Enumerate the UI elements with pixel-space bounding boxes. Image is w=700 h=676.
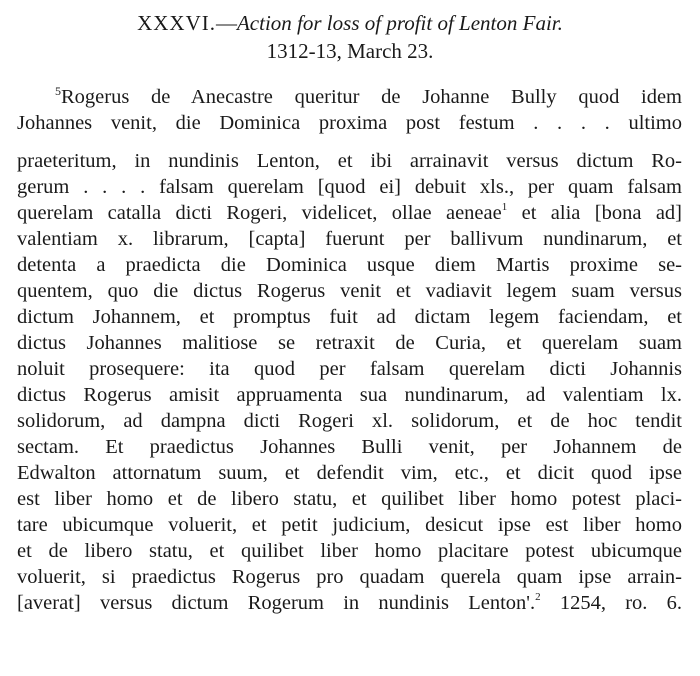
text-line: est liber homo et de libero statu, et quilibet liber homo potest placi- [17, 488, 682, 510]
text-line: Edwalton attornatum suum, et defendit vim, etc., et dicit quod ipse [17, 462, 682, 484]
text-line [55, 84, 682, 110]
section-title: Action for loss of profit of Lenton Fair. [236, 11, 563, 35]
text-line [17, 590, 682, 616]
text-line: sectam. Et praedictus Johannes Bulli venit, per Johannem de [17, 436, 682, 458]
text-line: et de libero statu, et quilibet liber homo placitare potest ubicumque [17, 540, 682, 562]
footnote-marker: 1 [501, 201, 508, 213]
text-line: Johannes venit, die Dominica proxima post festum . . . . ultimo [17, 112, 682, 134]
text-line: detenta a praedicta die Dominica usque diem Martis proxime se- [17, 254, 682, 276]
source-reference: 1254, ro. 6. [559, 592, 683, 614]
text-line: noluit prosequere: ita quod per falsam querelam dicti Johannis [17, 358, 682, 380]
text-line-content: querelam catalla dicti Rogeri, videlicet, ollae aeneae [17, 202, 502, 224]
text-line-content: Rogerus de Anecastre queritur de Johanne Bully quod idem [61, 86, 682, 108]
footnote-marker: 5 [55, 84, 61, 98]
text-line: quentem, quo die dictus Rogerus venit et vadiavit legem suam versus [17, 280, 682, 302]
section-number: XXXVI. [137, 11, 216, 35]
text-line: dictus Rogerus amisit appruamenta sua nundinarum, ad valentiam lx. [17, 384, 682, 406]
heading-dash: — [215, 11, 237, 35]
text-line-content: et alia [bona ad] [507, 202, 683, 224]
text-line [17, 200, 682, 226]
footnote-marker: 2 [535, 591, 541, 603]
text-line: solidorum, ad dampna dicti Rogeri xl. solidorum, et de hoc tendit [17, 410, 682, 432]
text-line: praeteritum, in nundinis Lenton, et ibi arrainavit versus dictum Ro- [17, 150, 682, 172]
text-line: dictum Johannem, et promptus fuit ad dictam legem faciendam, et [17, 306, 682, 328]
text-line: valentiam x. librarum, [capta] fuerunt per ballivum nundinarum, et [17, 228, 682, 250]
text-line: gerum . . . . falsam querelam [quod ei] debuit xls., per quam falsam [17, 176, 682, 198]
text-line: tare ubicumque voluerit, et petit judicium, desicut ipse est liber homo [17, 514, 682, 536]
text-line: dictus Johannes malitiose se retraxit de Curia, et querelam suam [17, 332, 682, 354]
section-date: 1312-13, March 23. [266, 39, 434, 63]
text-line: voluerit, si praedictus Rogerus pro quadam querela quam ipse arrain- [17, 566, 682, 588]
text-line-content: [averat] versus dictum Rogerum in nundinis Lenton'. [17, 592, 536, 614]
